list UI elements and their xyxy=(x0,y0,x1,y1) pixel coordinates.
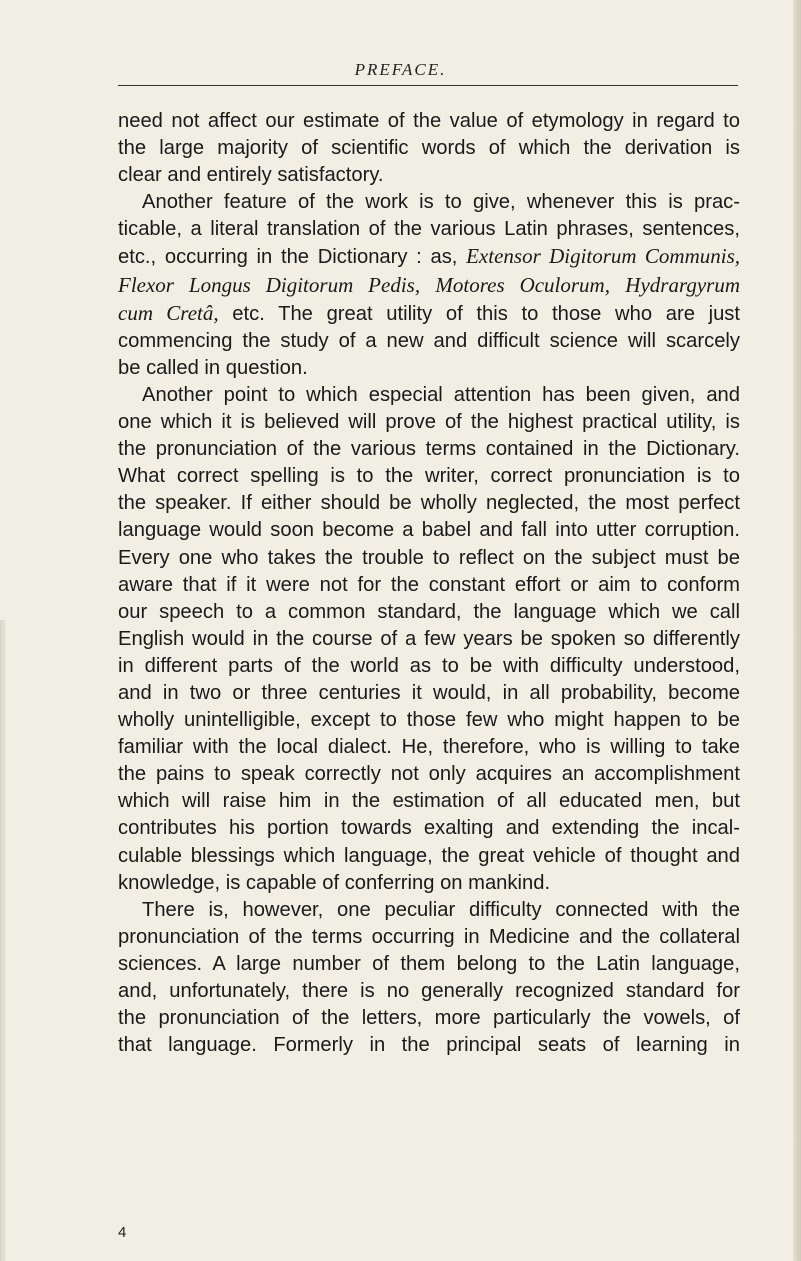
text-line: the speaker. If either should be wholly neglected, the most perfect xyxy=(118,492,740,515)
text-line: in different parts of the world as to be with difficulty understood, xyxy=(118,654,740,677)
paragraph-4 xyxy=(118,897,740,1060)
text-line: the large majority of scientific words of which the derivation is xyxy=(118,137,740,160)
text-line xyxy=(118,300,740,328)
text-line xyxy=(118,272,740,300)
latin-phrase: Flexor Longus Digitorum Pedis, xyxy=(118,272,421,297)
text-line: What correct spelling is to the writer, correct pronunciation is to xyxy=(118,465,740,488)
text-line: be called in question. xyxy=(118,356,308,379)
text-segment: etc. The great utility of this to those who are just xyxy=(232,302,741,325)
text-line: English would in the course of a few years be spoken so differently xyxy=(118,627,740,650)
text-line: that language. Formerly in the principal seats of learning in xyxy=(118,1034,740,1057)
text-line: language would soon become a babel and fall into utter corruption. xyxy=(118,519,740,542)
text-line: sciences. A large number of them belong to the Latin language, xyxy=(118,952,740,975)
text-line: aware that if it were not for the constant effort or aim to conform xyxy=(118,573,740,596)
text-line: commencing the study of a new and difficult science will scarcely xyxy=(118,329,740,352)
page-number: 4 xyxy=(118,1224,127,1241)
text-line: need not affect our estimate of the value of etymology in regard to xyxy=(118,110,740,132)
text-line: the pains to speak correctly not only acquires an accomplishment xyxy=(118,763,740,786)
text-line: contributes his portion towards exalting and extending the incal- xyxy=(118,817,740,840)
page-edge-right xyxy=(793,0,801,1261)
header-rule xyxy=(118,85,738,86)
page-edge-left xyxy=(0,620,6,1261)
paragraph-2 xyxy=(118,189,740,382)
text-line: pronunciation of the terms occurring in Medicine and the collateral xyxy=(118,925,740,948)
latin-phrase: Hydrargyrum xyxy=(625,272,741,297)
text-line: Another point to which especial attention has been given, and xyxy=(142,383,740,406)
text-line: one which it is believed will prove of the highest practical utility, is xyxy=(118,411,740,434)
latin-phrase: Extensor Digitorum Communis, xyxy=(466,244,741,269)
latin-phrase: cum Cretâ, xyxy=(118,300,219,325)
text-line: clear and entirely satisfactory. xyxy=(118,164,384,187)
text-line: which will raise him in the estimation of all educated men, but xyxy=(118,790,740,813)
body-text xyxy=(118,108,740,1059)
text-line: wholly unintelligible, except to those few who might happen to be xyxy=(118,709,740,732)
text-line: and, unfortunately, there is no generally recognized standard for xyxy=(118,980,740,1002)
text-line: the pronunciation of the letters, more particularly the vowels, of xyxy=(118,1007,740,1030)
paragraph-3 xyxy=(118,382,740,897)
running-head: PREFACE. xyxy=(354,60,447,79)
text-line: Every one who takes the trouble to reflect on the subject must be xyxy=(118,546,740,569)
text-line: the pronunciation of the various terms contained in the Dictionary. xyxy=(118,438,740,461)
latin-phrase: Motores Oculorum, xyxy=(435,272,610,297)
text-line: knowledge, is capable of conferring on mankind. xyxy=(118,871,551,894)
text-line: familiar with the local dialect. He, therefore, who is willing to take xyxy=(118,736,740,759)
text-line: culable blessings which language, the great vehicle of thought and xyxy=(118,844,740,867)
text-line xyxy=(118,243,740,271)
text-line: Another feature of the work is to give, whenever this is prac- xyxy=(142,191,740,214)
text-line: There is, however, one peculiar difficulty connected with the xyxy=(142,898,740,921)
paragraph-1 xyxy=(118,108,740,189)
text-line: our speech to a common standard, the language which we call xyxy=(118,600,740,623)
text-segment: etc., occurring in the Dictionary : as, xyxy=(118,246,458,269)
text-line: and in two or three centuries it would, in all probability, become xyxy=(118,681,740,704)
text-line: ticable, a literal translation of the various Latin phrases, sentences, xyxy=(118,218,740,241)
